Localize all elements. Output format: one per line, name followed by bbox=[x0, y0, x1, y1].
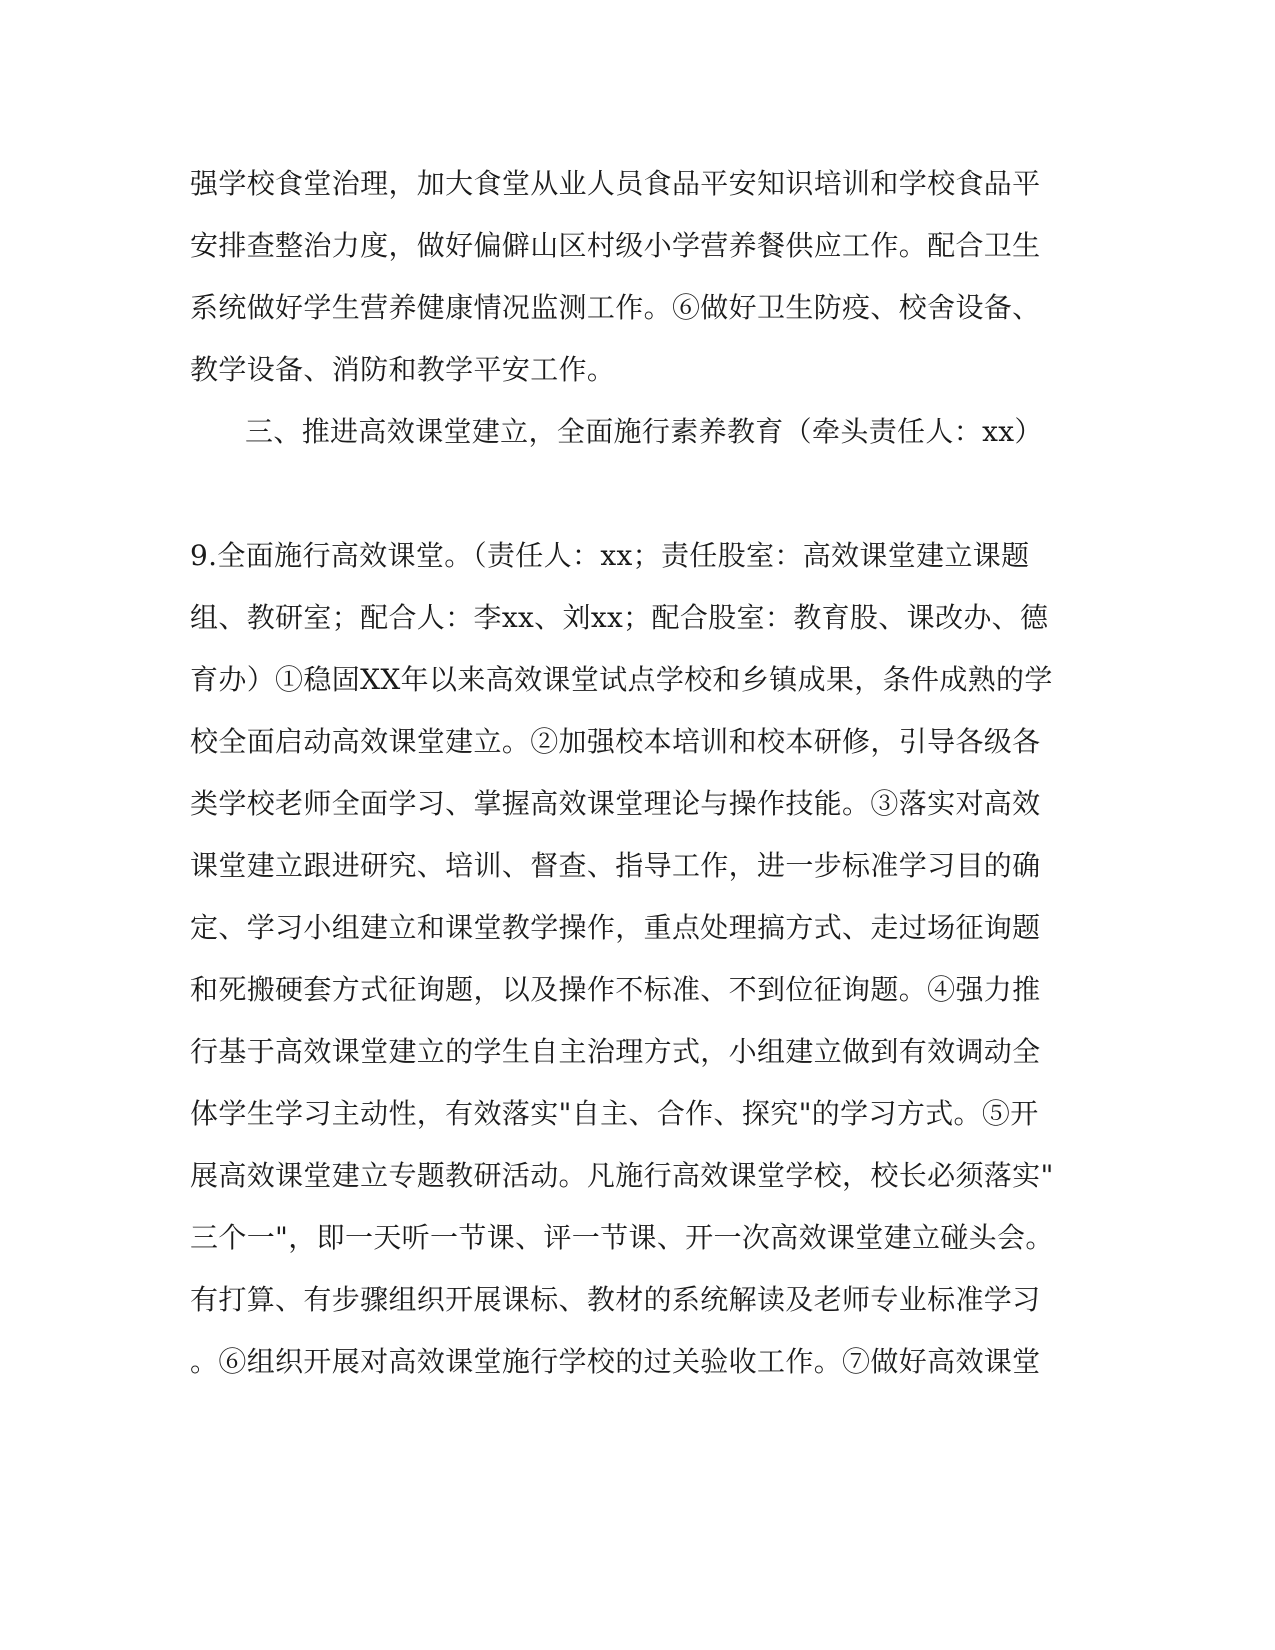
item-line: 展高效课堂建立专题教研活动。凡施行高效课堂学校，校长必须落实" bbox=[190, 1159, 1054, 1192]
paragraph-line: 教学设备、消防和教学平安工作。 bbox=[190, 353, 616, 386]
section-heading: 三、推进高效课堂建立，全面施行素养教育（牵头责任人：xx） bbox=[245, 415, 1043, 448]
item-line: 校全面启动高效课堂建立。②加强校本培训和校本研修，引导各级各 bbox=[190, 725, 1041, 758]
item-line: 组、教研室；配合人：李xx、刘xx；配合股室：教育股、课改办、德 bbox=[190, 601, 1049, 634]
item-line: 育办）①稳固XX年以来高效课堂试点学校和乡镇成果，条件成熟的学 bbox=[190, 663, 1053, 696]
paragraph-line: 系统做好学生营养健康情况监测工作。⑥做好卫生防疫、校舍设备、 bbox=[190, 291, 1041, 324]
item-line: 和死搬硬套方式征询题，以及操作不标准、不到位征询题。④强力推 bbox=[190, 973, 1041, 1006]
item-line: 有打算、有步骤组织开展课标、教材的系统解读及老师专业标准学习 bbox=[190, 1283, 1041, 1316]
item-line: 类学校老师全面学习、掌握高效课堂理论与操作技能。③落实对高效 bbox=[190, 787, 1041, 820]
item-line: 体学生学习主动性，有效落实"自主、合作、探究"的学习方式。⑤开 bbox=[190, 1097, 1039, 1130]
item-line: 9.全面施行高效课堂。（责任人：xx；责任股室：高效课堂建立课题 bbox=[190, 539, 1030, 572]
item-line: 行基于高效课堂建立的学生自主治理方式，小组建立做到有效调动全 bbox=[190, 1035, 1041, 1068]
item-line: 定、学习小组建立和课堂教学操作，重点处理搞方式、走过场征询题 bbox=[190, 911, 1041, 944]
item-line: 。⑥组织开展对高效课堂施行学校的过关验收工作。⑦做好高效课堂 bbox=[190, 1345, 1041, 1378]
item-line: 课堂建立跟进研究、培训、督查、指导工作，进一步标准学习目的确 bbox=[190, 849, 1041, 882]
paragraph-line: 安排查整治力度，做好偏僻山区村级小学营养餐供应工作。配合卫生 bbox=[190, 229, 1041, 262]
item-line: 三个一"，即一天听一节课、评一节课、开一次高效课堂建立碰头会。 bbox=[190, 1221, 1054, 1254]
paragraph-line: 强学校食堂治理，加大食堂从业人员食品平安知识培训和学校食品平 bbox=[190, 167, 1041, 200]
